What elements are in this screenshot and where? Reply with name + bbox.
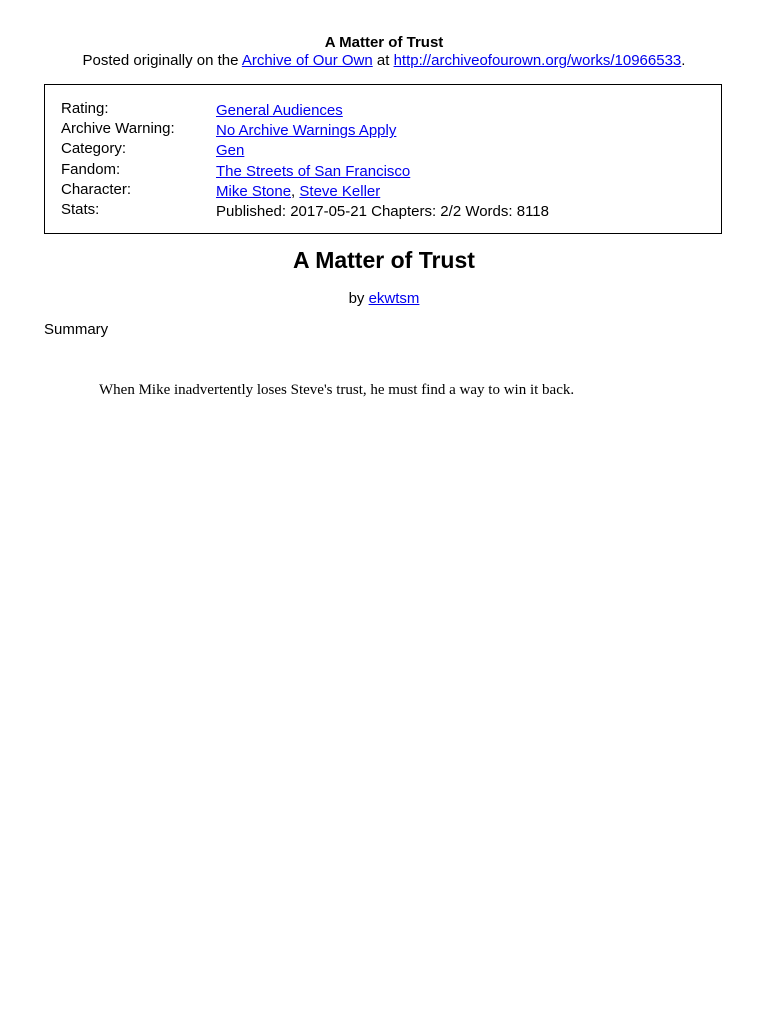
character-link-mike-stone[interactable]: Mike Stone (216, 182, 292, 200)
stats-value: Published: 2017-05-21 Chapters: 2/2 Words: 8118 (216, 202, 549, 220)
metadata-box (44, 84, 722, 234)
category-link[interactable]: Gen (216, 142, 245, 160)
metadata-labels (61, 99, 175, 220)
character-separator: , (291, 182, 296, 200)
summary-heading: Summary (44, 321, 109, 338)
author-link[interactable]: ekwtsm (368, 290, 420, 307)
rating-link[interactable]: General Audiences (216, 102, 343, 119)
archive-warning-label: Archive Warning: (61, 120, 175, 138)
metadata-values (216, 101, 549, 222)
byline (0, 290, 768, 307)
fandom-link[interactable]: The Streets of San Francisco (216, 162, 411, 180)
category-label: Category: (61, 140, 127, 158)
period: . (681, 52, 686, 69)
archive-warning-link[interactable]: No Archive Warnings Apply (216, 122, 397, 140)
at-text: at (376, 52, 390, 69)
archive-link[interactable]: Archive of Our Own (241, 52, 373, 69)
rating-label: Rating: (61, 100, 109, 117)
by-prefix: by (348, 290, 365, 307)
stats-label: Stats: (61, 200, 100, 218)
posted-prefix: Posted originally on the (82, 52, 239, 69)
posted-line (0, 52, 768, 69)
character-label: Character: (61, 180, 132, 198)
summary-text: When Mike inadvertently loses Steve's trust, he must find a way to win it back. (99, 382, 575, 398)
work-url-link[interactable]: http://archiveofourown.org/works/10966533 (393, 52, 682, 69)
fandom-label: Fandom: (61, 160, 121, 178)
work-title: A Matter of Trust (293, 247, 475, 273)
character-link-steve-keller[interactable]: Steve Keller (299, 182, 381, 200)
header-title: A Matter of Trust (324, 34, 444, 51)
